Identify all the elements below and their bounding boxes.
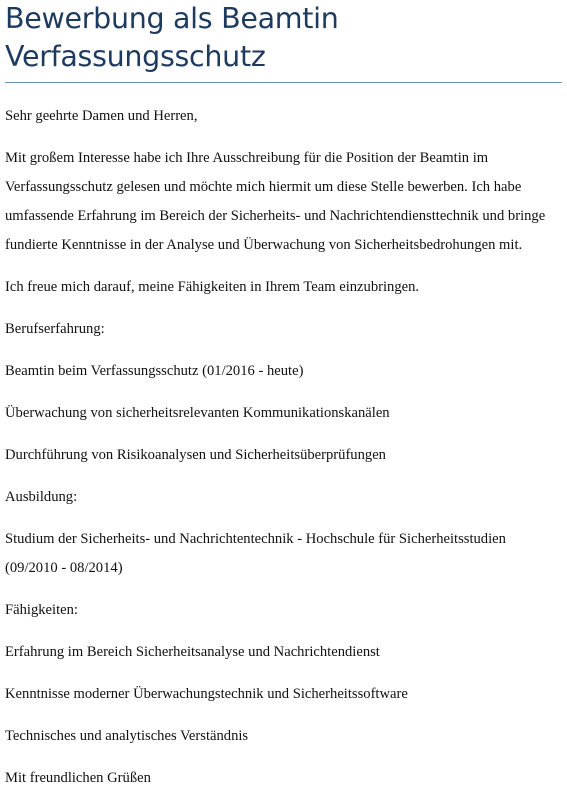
intro-line-1: Mit großem Interesse habe ich Ihre Ausschreibung für die Position der Beamtin im — [5, 150, 489, 166]
title-divider — [5, 82, 562, 83]
title-line-1: Bewerbung als Beamtin — [5, 2, 339, 35]
intro-line-4: fundierte Kenntnisse in der Analyse und Überwachung von Sicherheitsbedrohungen mit. — [5, 237, 523, 253]
skills-heading: Fähigkeiten: — [5, 602, 78, 618]
intro-line-2: Verfassungsschutz gelesen und möchte mich hiermit um diese Stelle bewerben. Ich habe — [5, 179, 522, 195]
title-line-2: Verfassungsschutz — [5, 40, 266, 73]
education-item — [5, 525, 562, 583]
experience-item: Beamtin beim Verfassungsschutz (01/2016 - heute) — [5, 363, 304, 379]
skills-item: Kenntnisse moderner Überwachungstechnik und Sicherheitssoftware — [5, 686, 408, 702]
education-line-1: Studium der Sicherheits- und Nachrichtentechnik - Hochschule für Sicherheitsstudien — [5, 531, 506, 547]
skills-item: Erfahrung im Bereich Sicherheitsanalyse und Nachrichtendienst — [5, 644, 380, 660]
motivation-paragraph: Ich freue mich darauf, meine Fähigkeiten in Ihrem Team einzubringen. — [5, 279, 420, 295]
experience-item: Überwachung von sicherheitsrelevanten Kommunikationskanälen — [5, 405, 390, 421]
intro-line-3: umfassende Erfahrung im Bereich der Sicherheits- und Nachrichtendiensttechnik und bringe — [5, 208, 546, 224]
document-title — [5, 0, 562, 76]
skills-item: Technisches und analytisches Verständnis — [5, 728, 249, 744]
experience-item: Durchführung von Risikoanalysen und Sicherheitsüberprüfungen — [5, 447, 386, 463]
closing: Mit freundlichen Grüßen — [5, 770, 151, 786]
education-line-2: (09/2010 - 08/2014) — [5, 560, 123, 576]
education-heading: Ausbildung: — [5, 489, 78, 505]
intro-paragraph — [5, 144, 562, 260]
salutation: Sehr geehrte Damen und Herren, — [5, 108, 198, 124]
experience-heading: Berufserfahrung: — [5, 321, 105, 337]
letter-body — [5, 102, 562, 793]
